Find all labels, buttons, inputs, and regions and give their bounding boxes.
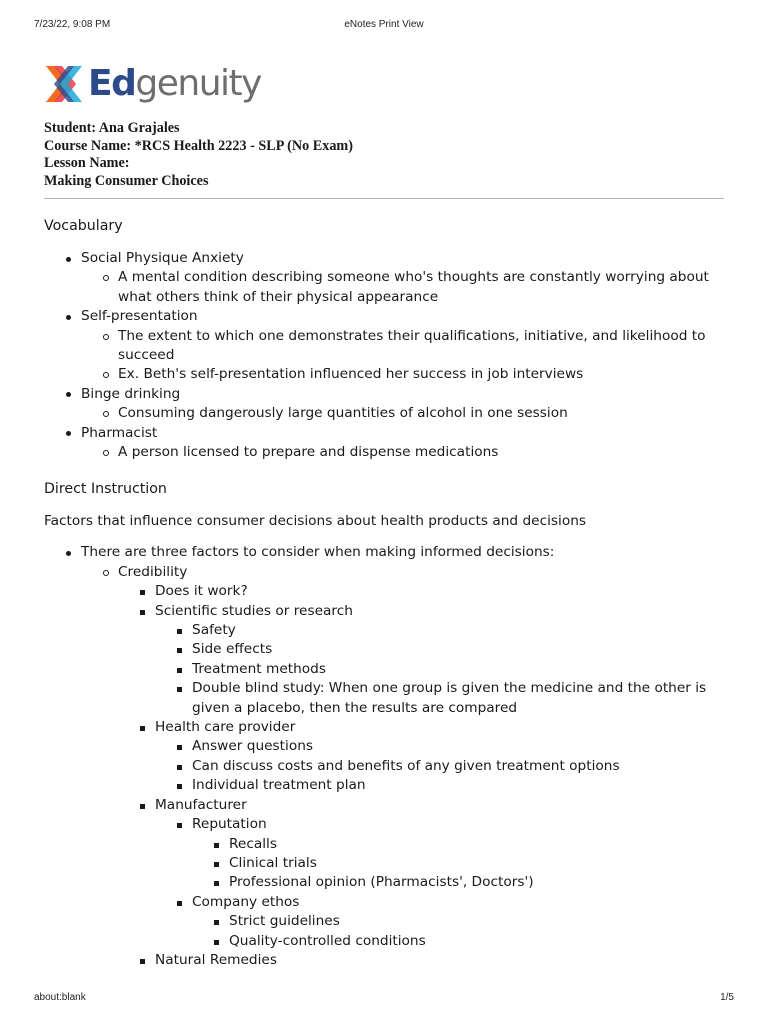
- list-item: [192, 912, 724, 931]
- list-item: [155, 757, 724, 776]
- square-bullet-icon: [155, 621, 192, 640]
- square-bullet-icon: [118, 796, 155, 815]
- list-item-text: Company ethos: [192, 893, 300, 910]
- vocabulary-list: [44, 249, 724, 462]
- lesson-name: Making Consumer Choices: [44, 172, 209, 189]
- list-item-text: Treatment methods: [192, 660, 326, 677]
- list-item-text: Does it work?: [155, 583, 248, 600]
- list-item-text: Can discuss costs and benefits of any given treatment options: [192, 757, 620, 774]
- circle-bullet-icon: [81, 268, 118, 287]
- document-meta: [44, 120, 724, 190]
- logo-genuity: genuity: [135, 63, 261, 104]
- list-item: [81, 443, 724, 462]
- list-item: [155, 815, 724, 893]
- vocab-notes: [81, 268, 724, 307]
- list-item: [118, 796, 724, 951]
- list-item: [81, 404, 724, 423]
- list-item-text: Safety: [192, 622, 236, 639]
- list-item: [44, 543, 724, 970]
- list-item-text: Side effects: [192, 641, 273, 658]
- circle-bullet-icon: [81, 365, 118, 384]
- direct-instruction-intro: Factors that influence consumer decisions about health products and decisions: [44, 513, 587, 529]
- square-bullet-icon: [155, 893, 192, 912]
- list-item: [44, 249, 724, 307]
- list-item-text: Professional opinion (Pharmacists', Doctors'): [229, 874, 534, 891]
- list-item-text: Manufacturer: [155, 796, 247, 813]
- vocab-term: Binge drinking: [81, 385, 181, 402]
- list-item-text: Double blind study: When one group is given the medicine and the other is given a placebo, then the results are compared: [192, 680, 707, 716]
- list-item: [155, 776, 724, 795]
- list-item: [81, 327, 724, 366]
- vocab-note: A person licensed to prepare and dispense medications: [118, 444, 499, 461]
- list-item: [192, 854, 724, 873]
- list-item-text: Quality-controlled conditions: [229, 932, 426, 949]
- disc-bullet-icon: [44, 249, 81, 268]
- ethos-list: [192, 912, 724, 951]
- disc-bullet-icon: [44, 424, 81, 443]
- factors-point: There are three factors to consider when making informed decisions:: [81, 544, 555, 561]
- logo-ed: Ed: [88, 63, 136, 104]
- direct-instruction-heading: Direct Instruction: [44, 481, 167, 497]
- print-title: eNotes Print View: [344, 19, 424, 30]
- square-bullet-icon: [118, 951, 155, 970]
- factors-list: [44, 543, 724, 970]
- list-item-text: Scientific studies or research: [155, 602, 353, 619]
- edgenuity-x-icon: [44, 64, 84, 104]
- list-item: [81, 563, 724, 971]
- print-datetime: 7/23/22, 9:08 PM: [34, 19, 111, 30]
- credibility-list: [118, 582, 724, 970]
- vocabulary-section: [44, 215, 724, 462]
- circle-bullet-icon: [81, 563, 118, 582]
- list-item: [192, 932, 724, 951]
- manufacturer-list: [155, 815, 724, 951]
- square-bullet-icon: [192, 835, 229, 854]
- square-bullet-icon: [192, 873, 229, 892]
- logo-wordmark: [88, 63, 261, 104]
- square-bullet-icon: [155, 757, 192, 776]
- list-item: [155, 640, 724, 659]
- square-bullet-icon: [155, 679, 192, 698]
- disc-bullet-icon: [44, 543, 81, 562]
- list-item: [192, 873, 724, 892]
- list-item-text: Recalls: [229, 835, 277, 852]
- print-header: [34, 19, 734, 33]
- list-item-text: Clinical trials: [229, 854, 317, 871]
- square-bullet-icon: [155, 660, 192, 679]
- list-item: [118, 951, 724, 970]
- disc-bullet-icon: [44, 307, 81, 326]
- list-item: [155, 679, 724, 718]
- print-page-number: 1/5: [720, 992, 734, 1003]
- list-item: [81, 268, 724, 307]
- provider-list: [155, 737, 724, 795]
- vocab-notes: [81, 327, 724, 385]
- list-item: [155, 737, 724, 756]
- divider: [44, 198, 724, 199]
- list-item: [155, 893, 724, 951]
- vocab-term: Pharmacist: [81, 424, 158, 441]
- square-bullet-icon: [155, 640, 192, 659]
- credibility-label: Credibility: [118, 563, 188, 580]
- square-bullet-icon: [155, 737, 192, 756]
- print-footer: [34, 992, 734, 1006]
- vocab-note: The extent to which one demonstrates their qualifications, initiative, and likelihood to succeed: [118, 327, 706, 364]
- list-item-text: Individual treatment plan: [192, 777, 366, 794]
- square-bullet-icon: [118, 718, 155, 737]
- scientific-list: [155, 621, 724, 718]
- vocab-term: Self-presentation: [81, 308, 198, 325]
- list-item: [192, 835, 724, 854]
- list-item-text: Strict guidelines: [229, 913, 340, 930]
- list-item: [81, 365, 724, 384]
- list-item: [44, 385, 724, 424]
- lesson-label: Lesson Name:: [44, 155, 130, 172]
- list-item-text: Health care provider: [155, 719, 296, 736]
- list-item: [118, 602, 724, 718]
- list-item-text: Natural Remedies: [155, 951, 277, 968]
- square-bullet-icon: [192, 912, 229, 931]
- print-url: about:blank: [34, 992, 86, 1003]
- circle-bullet-icon: [81, 327, 118, 346]
- list-item-text: Reputation: [192, 816, 267, 833]
- square-bullet-icon: [118, 582, 155, 601]
- list-item: [155, 621, 724, 640]
- vocabulary-heading: Vocabulary: [44, 218, 123, 234]
- circle-bullet-icon: [81, 404, 118, 423]
- list-item: [44, 307, 724, 385]
- vocab-note: Ex. Beth's self-presentation influenced her success in job interviews: [118, 366, 584, 383]
- list-item-text: Answer questions: [192, 738, 314, 755]
- factors-sublist: [81, 563, 724, 971]
- list-item: [44, 424, 724, 463]
- list-item: [118, 718, 724, 796]
- vocab-note: Consuming dangerously large quantities of alcohol in one session: [118, 405, 568, 422]
- circle-bullet-icon: [81, 443, 118, 462]
- disc-bullet-icon: [44, 385, 81, 404]
- square-bullet-icon: [192, 932, 229, 951]
- list-item: [118, 582, 724, 601]
- vocab-note: A mental condition describing someone who's thoughts are constantly worrying about what others think of their physical appearance: [118, 269, 709, 305]
- vocab-term: Social Physique Anxiety: [81, 250, 244, 266]
- square-bullet-icon: [155, 815, 192, 834]
- square-bullet-icon: [192, 854, 229, 873]
- list-item: [155, 660, 724, 679]
- square-bullet-icon: [118, 602, 155, 621]
- square-bullet-icon: [155, 776, 192, 795]
- vocab-notes: [81, 404, 724, 423]
- edgenuity-logo: [44, 60, 261, 108]
- vocab-notes: [81, 443, 724, 462]
- reputation-list: [192, 835, 724, 893]
- student-name: Student: Ana Grajales: [44, 120, 180, 136]
- direct-instruction-section: [44, 478, 724, 970]
- course-name: Course Name: *RCS Health 2223 - SLP (No Exam): [44, 137, 353, 154]
